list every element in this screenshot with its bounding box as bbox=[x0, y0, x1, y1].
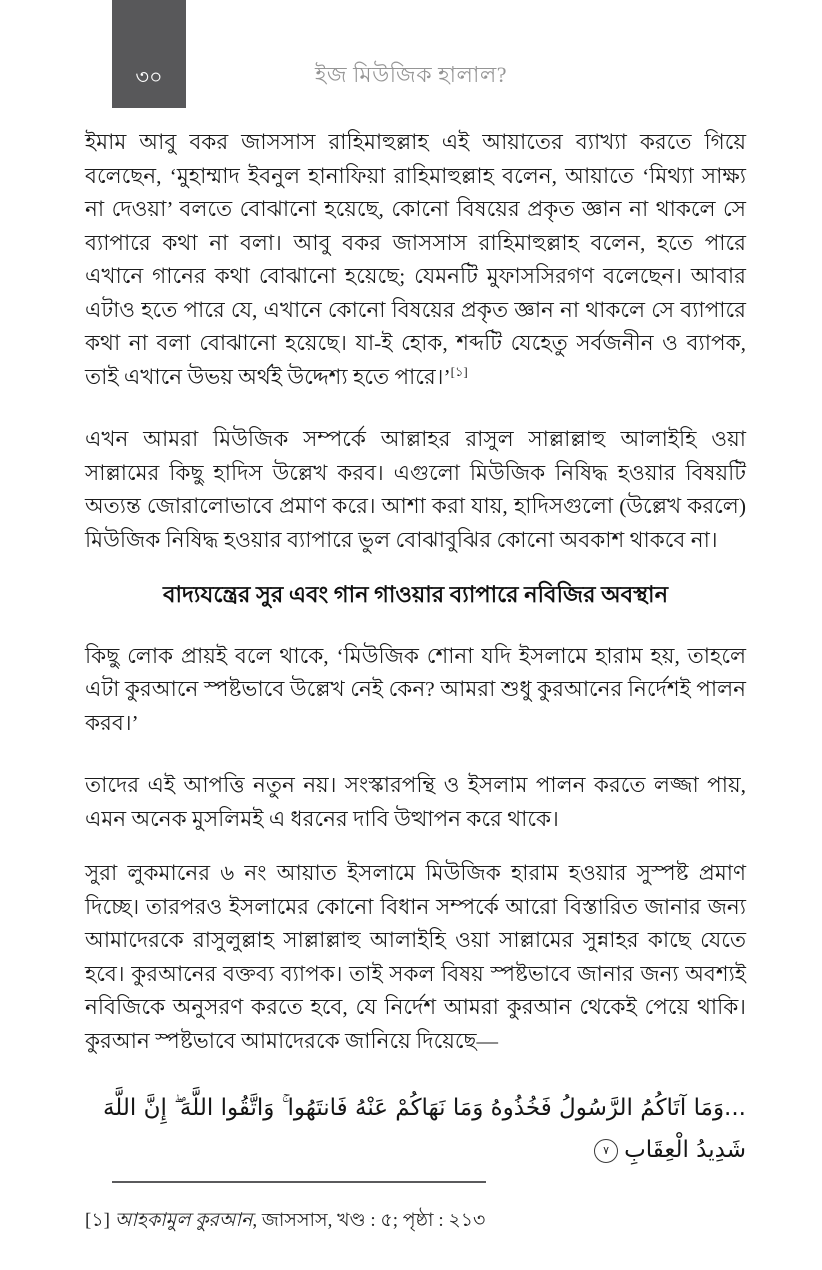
ayah-end-ornament-icon: ٧ bbox=[594, 1139, 618, 1163]
footnote bbox=[85, 1207, 746, 1235]
paragraph-2: এখন আমরা মিউজিক সম্পর্কে আল্লাহর রাসুল সাল্লাল্লাহু আলাইহি ওয়া সাল্লামের কিছু হাদিস উল্লেখ করব। এগুলো মিউজিক নিষিদ্ধ হওয়ার বিষয়টি অত্যন্ত জোরালোভাবে প্রমাণ করে। আশা করা যায়, হাদিসগুলো (উল্লেখ করলে) মিউজিক নিষিদ্ধ হওয়ার ব্যাপারে ভুল বোঝাবুঝির কোনো অবকাশ থাকবে না। bbox=[85, 427, 746, 552]
footnote-book-title: আহকামুল কুরআন bbox=[114, 1210, 253, 1231]
page-number: ৩০ bbox=[135, 65, 163, 89]
footnote-marker: [১] bbox=[85, 1210, 115, 1231]
paragraph-4: তাদের এই আপত্তি নতুন নয়। সংস্কারপন্থি ও ইসলাম পালন করতে লজ্জা পায়, এমন অনেক মুসলিমই এ ধরনের দাবি উত্থাপন করে থাকে। bbox=[85, 773, 746, 831]
paragraph-1 bbox=[85, 126, 746, 394]
body-text-column bbox=[85, 126, 746, 1264]
paragraph-3: কিছু লোক প্রায়ই বলে থাকে, ‘মিউজিক শোনা যদি ইসলামে হারাম হয়, তাহলে এটা কুরআনে স্পষ্টভাবে উল্লেখ নেই কেন? আমরা শুধু কুরআনের নির্দেশই পালন করব।’ bbox=[85, 643, 746, 735]
running-title: ইজ মিউজিক হালাল? bbox=[314, 62, 507, 87]
footnote-reference-1: [১] bbox=[450, 363, 468, 379]
paragraph-5: সুরা লুকমানের ৬ নং আয়াত ইসলামে মিউজিক হারাম হওয়ার সুস্পষ্ট প্রমাণ দিচ্ছে। তারপরও ইসলামের কোনো বিধান সম্পর্কে আরো বিস্তারিত জানার জন্য আমাদেরকে রাসুলুল্লাহ সাল্লাল্লাহু আলাইহি ওয়া সাল্লামের সুন্নাহর কাছে যেতে হবে। কুরআনের বক্তব্য ব্যাপক। তাই সকল বিষয় স্পষ্টভাবে জানার জন্য অবশ্যই নবিজিকে অনুসরণ করতে হবে, যে নির্দেশ আমরা কুরআন থেকেই পেয়ে থাকি। কুরআন স্পষ্টভাবে আমাদেরকে জানিয়ে দিয়েছে— bbox=[85, 861, 746, 1053]
footnote-detail: , জাসসাস, খণ্ড : ৫; পৃষ্ঠা : ২১৩ bbox=[252, 1210, 486, 1231]
footnote-separator bbox=[112, 1181, 486, 1183]
section-heading: বাদ্যযন্ত্রের সুর এবং গান গাওয়ার ব্যাপারে নবিজির অবস্থান bbox=[163, 582, 668, 607]
arabic-verse-text: ...وَمَا آتَاكُمُ الرَّسُولُ فَخُذُوهُ وَمَا نَهَاكُمْ عَنْهُ فَانتَهُوا ۚ وَاتَّقُوا اللَّهَ ۖ إِنَّ اللَّهَ شَدِيدُ الْعِقَابِ bbox=[102, 1095, 746, 1163]
arabic-verse bbox=[85, 1087, 746, 1171]
paragraph-1-text: ইমাম আবু বকর জাসসাস রাহিমাহুল্লাহ এই আয়াতের ব্যাখ্যা করতে গিয়ে বলেছেন, ‘মুহাম্মাদ ইবনুল হানাফিয়া রাহিমাহুল্লাহ বলেন, আয়াতে ‘মিথ্যা সাক্ষ্য না দেওয়া’ বলতে বোঝানো হয়েছে, কোনো বিষয়ের প্রকৃত জ্ঞান না থাকলে সে ব্যাপারে কথা না বলা। আবু বকর জাসসাস রাহিমাহুল্লাহ বলেন, হতে পারে এখানে গানের কথা বোঝানো হয়েছে; যেমনটি মুফাসসিরগণ বলেছেন। আবার এটাও হতে পারে যে, এখানে কোনো বিষয়ের প্রকৃত জ্ঞান না থাকলে সে ব্যাপারে কথা না বলা বোঝানো হয়েছে। যা-ই হোক, শব্দটি যেহেতু সর্বজনীন ও ব্যাপক, তাই এখানে উভয় অর্থই উদ্দেশ্য হতে পারে।’ bbox=[85, 130, 746, 389]
